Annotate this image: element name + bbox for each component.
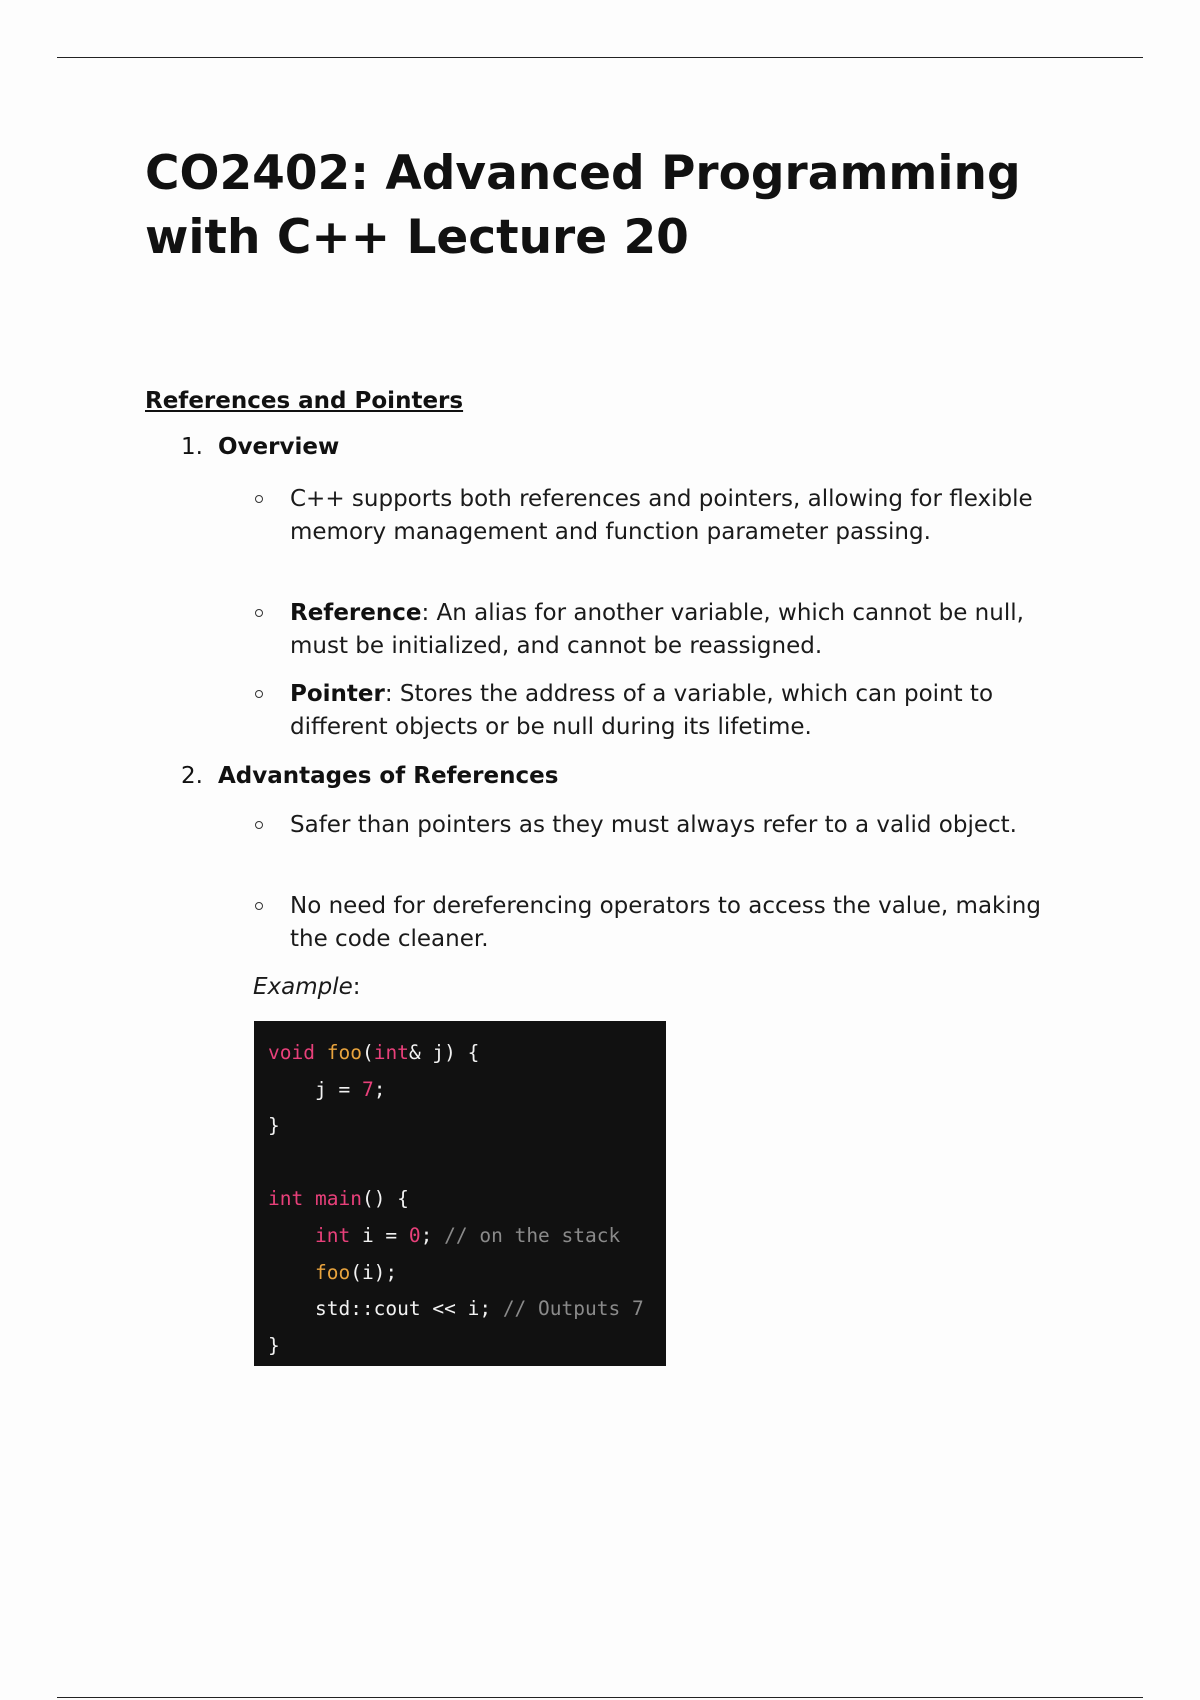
list-number: 1. (181, 434, 203, 460)
list-item-overview (181, 432, 339, 462)
code-line: j = 7; (314, 1077, 386, 1101)
list-number: 2. (181, 763, 203, 789)
top-rule (57, 57, 1143, 58)
term-pointer: Pointer (290, 681, 385, 707)
code-line (268, 1145, 666, 1182)
code-line: std::cout << i; // Outputs 7 (314, 1297, 644, 1321)
code-line: foo(i); (314, 1260, 398, 1284)
list-item-advantages (181, 761, 558, 791)
circle-bullet-icon (255, 902, 263, 910)
bullet-text: Pointer: Stores the address of a variable, which can point to different objects or be null during its lifetime. (290, 681, 994, 740)
bullet-text: Safer than pointers as they must always refer to a valid object. (290, 812, 1017, 838)
bottom-rule (57, 1697, 1143, 1698)
circle-bullet-icon (255, 821, 263, 829)
document-title: CO2402: Advanced Programming with C++ Lecture 20 (145, 146, 1021, 265)
circle-bullet-icon (255, 609, 263, 617)
bullet-text: No need for dereferencing operators to access the value, making the code cleaner. (290, 893, 1041, 952)
bullet-item-pointer (253, 678, 1043, 743)
bullet-item-reference (253, 597, 1043, 662)
code-line: } (268, 1114, 280, 1138)
list-item-heading: Overview (218, 434, 340, 460)
bullet-text: Reference: An alias for another variable, which cannot be null, must be initialized, and cannot be reassigned. (290, 600, 1024, 659)
code-line: int i = 0; // on the stack (314, 1223, 621, 1247)
circle-bullet-icon (255, 495, 263, 503)
list-item-heading: Advantages of References (218, 763, 559, 789)
example-label: Example: (253, 974, 361, 1000)
code-line: int main() { (268, 1187, 409, 1211)
bullet-item (253, 483, 1043, 548)
circle-bullet-icon (255, 690, 263, 698)
bullet-text: C++ supports both references and pointers, allowing for flexible memory management and function parameter passing. (290, 486, 1033, 545)
code-example-block (254, 1021, 666, 1366)
term-reference: Reference (290, 600, 422, 626)
section-heading: References and Pointers (145, 388, 464, 414)
code-line: } (268, 1333, 280, 1357)
bullet-item (253, 890, 1043, 955)
code-line: void foo(int& j) { (268, 1041, 480, 1064)
bullet-item (253, 809, 1043, 842)
